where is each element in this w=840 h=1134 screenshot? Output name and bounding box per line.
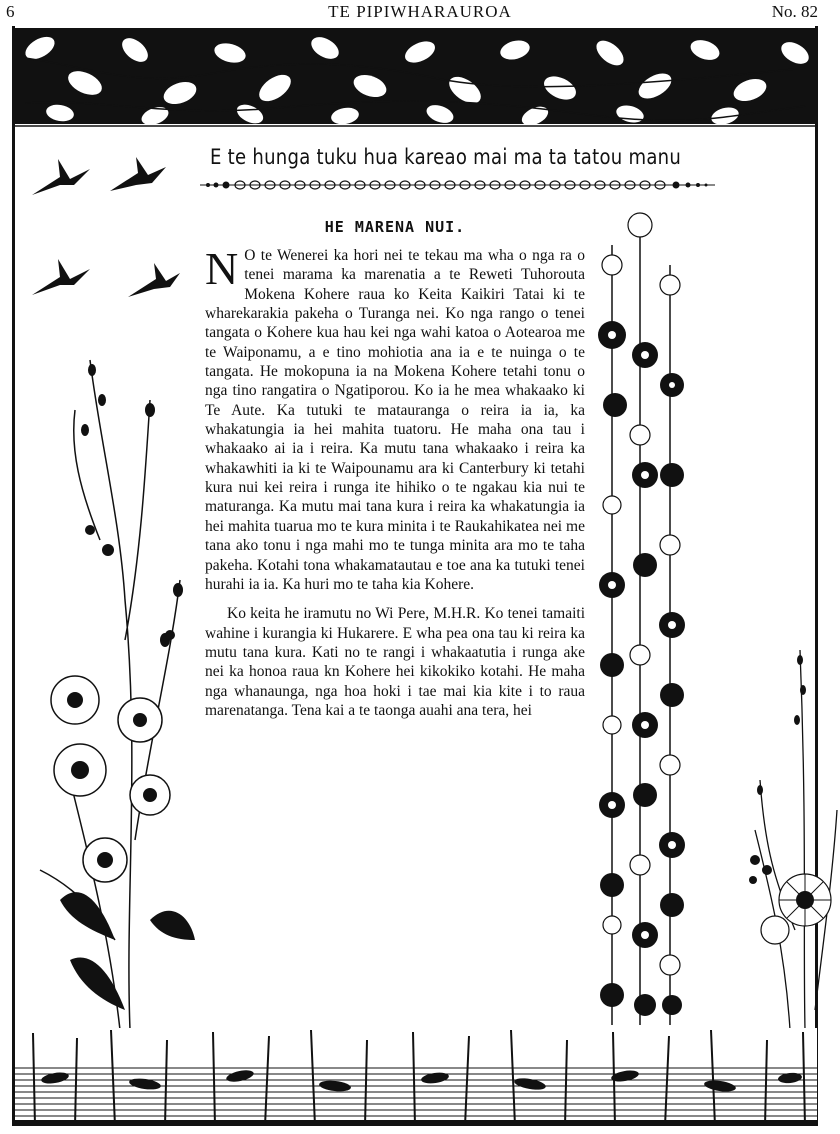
drop-cap: N	[205, 243, 239, 294]
swallow-birds-illustration	[30, 155, 180, 305]
masthead-title: TE PIPIWHARAUROA	[328, 2, 512, 21]
issue-number: No. 82	[771, 2, 818, 21]
article-paragraph-1-text: O te Wenerei ka hori nei te tekau ma wha o nga ra o tenei marama ka marenatia a te Reweti Tuhorouta Mokena Kohere raua ko Keita Kaikiri Tatai ki te wharekarakia pakeha o Turanga nei. Ko nga rango o tenei tangata o Kohere kua hau kei nga wahi katoa o Aotearoa me te Waiponamu, a e tino mohiotia ana ia e te nuinga o te tangata. He mokopuna ia na Mokena Kohere tetahi tonu o nga tino rangatira o Ngatiporou. Ko ia he mea whakaako ki Te Aute. Ka tutuki te matauranga o reira ia ia, ka whakatungia ia hei mahita tuatoru. He maha ona tau i whakaako ai ia i reira. Ka mutu tana whakaako i reira ka whakawhiti ia ki te Waipounamu ara ki Canterbury ki tetahi kura nui kei reira i runga ite hihiko o te ngakau kia nui te maturanga. Ka mutu mai tana kura i reira ka whakatungia ia hei mahita tuarua mo te kura minita i te Raukahikatea nei me tana ako tonu i nga mahi mo te tunga minita ara mo te taha pakeha. Kotahi tona whakamatautau e toe ana ka tutuki tenei hurahi ia ia. Ka huri mo te taha kia Kohere.	[205, 247, 585, 593]
article	[205, 218, 585, 720]
article-paragraph-2: Ko keita he iramutu no Wi Pere, M.H.R. Ko tenei tamaiti wahine i kurangia ki Hukarere. E wha pea ona tau ki reira ka mutu tana kura. Kati no te rangi i whakaatutia i runga ake nei ka honoa raua kn Kohere hei kikokiko kotahi. He maha nga whanaunga, nga hoa hoki i tae mai kia kite i to raua marenatanga. Tena kai a te taonga auahi ana tera, hei	[205, 605, 585, 719]
middle-floral-column-illustration	[590, 205, 690, 1025]
page-number: 6	[6, 2, 15, 21]
leaf-border-illustration	[15, 28, 815, 132]
article-title: HE MARENA NUI.	[324, 218, 466, 236]
right-floral-illustration	[745, 630, 840, 1030]
water-reeds-border-illustration	[15, 1028, 817, 1126]
page-header	[0, 0, 840, 26]
chain-ornament-divider	[200, 178, 715, 192]
article-paragraph-1	[205, 243, 585, 594]
left-floral-illustration	[30, 340, 200, 1030]
motto-line: E te hunga tuku hua kareao mai ma ta tatou manu	[210, 145, 682, 169]
